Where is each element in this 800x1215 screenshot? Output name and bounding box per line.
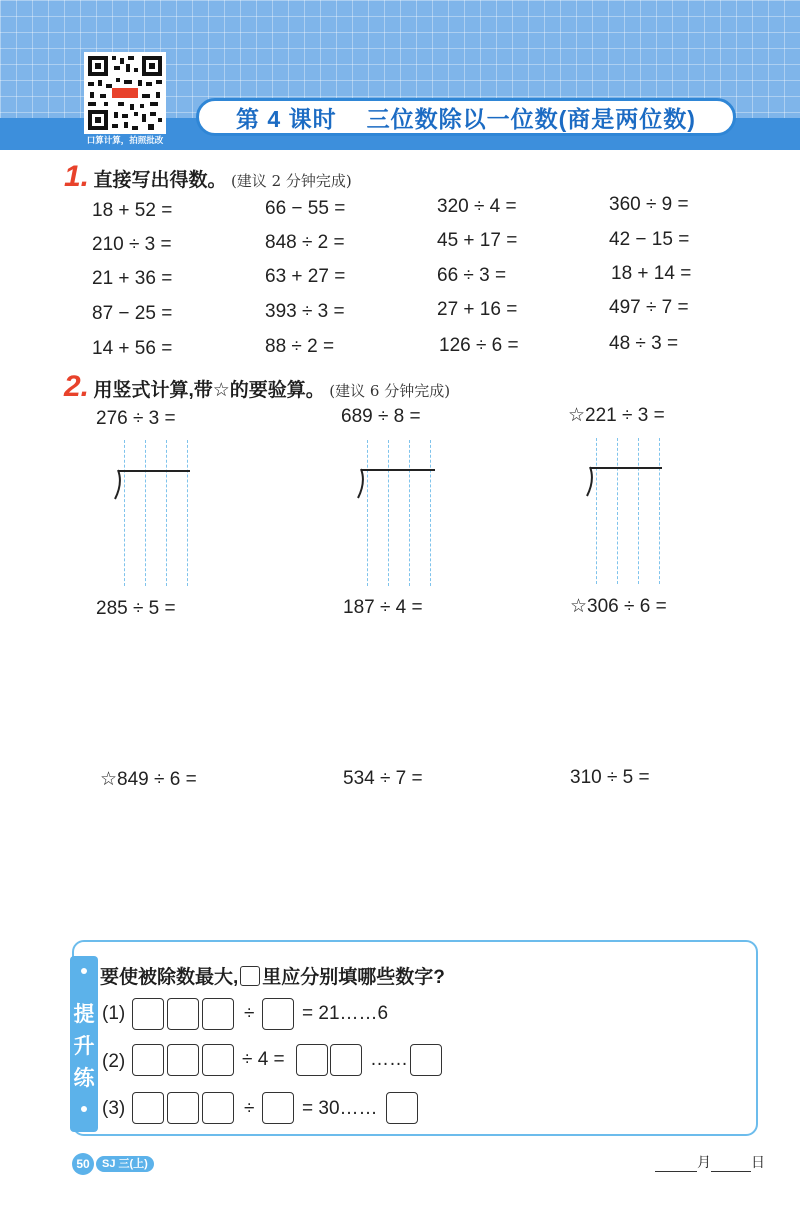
practice-question-start: 要使被除数最大, <box>100 967 239 988</box>
month-label: 月 <box>697 1154 711 1170</box>
oral-problem: 126 ÷ 6 = <box>439 335 519 356</box>
practice-tab-char: 升 <box>73 1035 95 1058</box>
oral-problem: 14 + 56 = <box>92 338 173 359</box>
practice-item-result: = 21……6 <box>302 1003 389 1024</box>
section-1-number: 1. <box>64 160 90 193</box>
oral-problem: 320 ÷ 4 = <box>437 196 517 217</box>
division-sign: ÷ <box>244 1098 255 1119</box>
oral-problem: 66 − 55 = <box>265 198 346 219</box>
long-division-frame[interactable] <box>580 438 670 588</box>
practice-question <box>100 962 445 989</box>
lesson-title-banner <box>196 98 736 136</box>
written-problem: 276 ÷ 3 = <box>96 408 176 429</box>
practice-tab-char: 练 <box>73 1067 95 1090</box>
oral-problem: 48 ÷ 3 = <box>609 333 679 354</box>
oral-problem: 21 + 36 = <box>92 268 173 289</box>
answer-box[interactable] <box>167 1092 199 1124</box>
day-blank[interactable] <box>711 1155 751 1172</box>
practice-tab <box>70 956 98 1132</box>
practice-item-label: (1) <box>102 1003 126 1024</box>
section-2-hint: (建议 6 分钟完成) <box>329 382 451 400</box>
written-problem: ☆849 ÷ 6 = <box>100 769 197 790</box>
written-problem: 689 ÷ 8 = <box>341 406 421 427</box>
answer-box[interactable] <box>296 1044 328 1076</box>
written-problem: 187 ÷ 4 = <box>343 597 423 618</box>
oral-problem: 18 + 14 = <box>611 263 692 284</box>
answer-box[interactable] <box>262 1092 294 1124</box>
oral-problem: 42 − 15 = <box>609 229 690 250</box>
qr-caption: 口算计算，拍照批改 <box>86 135 164 145</box>
practice-item-label: (3) <box>102 1098 126 1119</box>
oral-problem: 18 + 52 = <box>92 200 173 221</box>
oral-problem: 88 ÷ 2 = <box>265 336 335 357</box>
lesson-title: 三位数除以一位数(商是两位数) <box>366 105 696 132</box>
answer-box[interactable] <box>386 1092 418 1124</box>
section-1-heading <box>64 160 352 194</box>
remainder-dots: …… <box>370 1049 408 1070</box>
oral-problem: 66 ÷ 3 = <box>437 265 507 286</box>
practice-tab-char: 提 <box>73 1003 95 1026</box>
answer-box[interactable] <box>132 1044 164 1076</box>
oral-problem: 63 + 27 = <box>265 266 346 287</box>
oral-problem: 45 + 17 = <box>437 230 518 251</box>
answer-box[interactable] <box>202 1092 234 1124</box>
division-bracket-icon <box>355 468 367 500</box>
grade-label: SJ 三(上) <box>96 1156 154 1172</box>
answer-box[interactable] <box>410 1044 442 1076</box>
written-problem: 310 ÷ 5 = <box>570 767 650 788</box>
written-problem: ☆221 ÷ 3 = <box>568 405 665 426</box>
section-1-hint: (建议 2 分钟完成) <box>230 172 352 190</box>
answer-box[interactable] <box>330 1044 362 1076</box>
oral-problem: 210 ÷ 3 = <box>92 234 172 255</box>
practice-item-divisor: ÷ 4 = <box>242 1049 285 1070</box>
qr-code[interactable] <box>84 52 166 134</box>
oral-problem: 27 + 16 = <box>437 299 518 320</box>
oral-problem: 848 ÷ 2 = <box>265 232 345 253</box>
answer-box[interactable] <box>132 1092 164 1124</box>
section-2-title: 用竖式计算,带☆的要验算。 <box>93 380 325 401</box>
written-problem: 534 ÷ 7 = <box>343 768 423 789</box>
section-2-number: 2. <box>64 370 90 403</box>
qr-code-icon <box>84 52 166 134</box>
oral-problem: 393 ÷ 3 = <box>265 301 345 322</box>
answer-box[interactable] <box>202 1044 234 1076</box>
practice-question-end: 里应分别填哪些数字? <box>262 967 445 988</box>
division-sign: ÷ <box>244 1003 255 1024</box>
date-field <box>655 1152 765 1172</box>
division-bracket-icon <box>584 466 596 498</box>
long-division-frame[interactable] <box>351 440 441 590</box>
practice-item-label: (2) <box>102 1051 126 1072</box>
answer-box[interactable] <box>202 998 234 1030</box>
written-problem: 285 ÷ 5 = <box>96 598 176 619</box>
answer-box[interactable] <box>167 998 199 1030</box>
blank-box-symbol <box>240 966 260 986</box>
answer-box[interactable] <box>167 1044 199 1076</box>
section-2-heading <box>64 370 450 404</box>
oral-problem: 497 ÷ 7 = <box>609 297 689 318</box>
long-division-frame[interactable] <box>108 440 198 590</box>
lesson-number: 第 4 课时 <box>236 105 337 132</box>
month-blank[interactable] <box>655 1155 697 1172</box>
written-problem: ☆306 ÷ 6 = <box>570 596 667 617</box>
oral-problem: 87 − 25 = <box>92 303 173 324</box>
division-bracket-icon <box>112 469 124 501</box>
answer-box[interactable] <box>132 998 164 1030</box>
oral-problem: 360 ÷ 9 = <box>609 194 689 215</box>
answer-box[interactable] <box>262 998 294 1030</box>
section-1-title: 直接写出得数。 <box>93 170 227 191</box>
page-number: 50 <box>72 1153 94 1175</box>
practice-item-result: = 30…… <box>302 1098 378 1119</box>
day-label: 日 <box>751 1154 765 1170</box>
